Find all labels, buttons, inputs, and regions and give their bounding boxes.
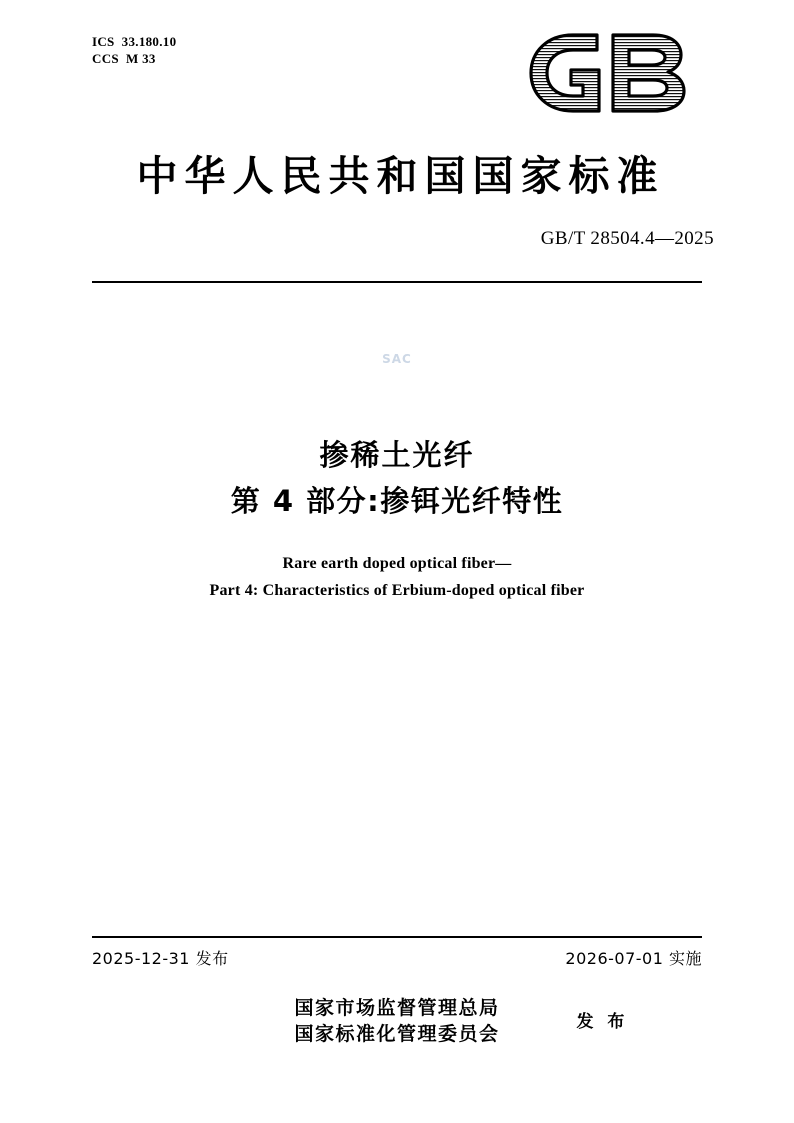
issue-date: 2025-12-31 发布	[92, 949, 229, 968]
document-title-en	[0, 550, 794, 604]
classification-codes	[92, 33, 176, 67]
sac-watermark: SAC	[382, 352, 412, 366]
issuer-line-1: 国家市场监督管理总局	[294, 997, 500, 1019]
issuing-authority	[0, 995, 794, 1047]
page-title: 中华人民共和国国家标准	[136, 152, 665, 200]
document-title-cn	[0, 432, 794, 524]
issuer-line-2: 国家标准化管理委员会	[294, 1023, 500, 1045]
gb-emblem-icon	[527, 30, 707, 116]
divider-bottom	[92, 936, 702, 938]
issue-word: 发 布	[576, 1012, 629, 1032]
ccs-code: CCS M 33	[92, 51, 156, 66]
document-title-cn-line2: 第 4 部分:掺铒光纤特性	[230, 484, 564, 518]
document-title-en-line2: Part 4: Characteristics of Erbium-doped optical fiber	[209, 582, 585, 599]
divider-top	[92, 281, 702, 283]
document-title-cn-line1: 掺稀土光纤	[319, 438, 475, 472]
standard-number: GB/T 28504.4—2025	[540, 228, 714, 249]
ics-code: ICS 33.180.10	[92, 34, 177, 49]
document-title-en-line1: Rare earth doped optical fiber—	[282, 555, 512, 572]
implementation-date: 2026-07-01 实施	[565, 949, 702, 968]
issuing-authority-names	[294, 995, 499, 1047]
issuing-authority-inner	[294, 995, 629, 1047]
